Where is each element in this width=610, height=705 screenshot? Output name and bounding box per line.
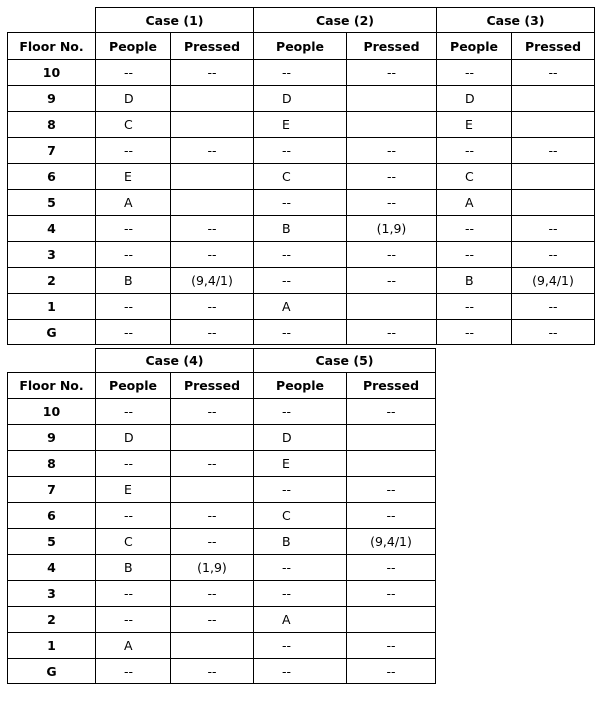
floor-number-cell: 5 — [7, 528, 95, 554]
people-cell: E — [436, 111, 511, 137]
pressed-cell: (9,4/1) — [346, 528, 436, 554]
floor-number-cell: 6 — [7, 502, 95, 528]
pressed-header: Pressed — [346, 372, 436, 398]
floor-number-header: Floor No. — [7, 32, 95, 59]
pressed-cell: (9,4/1) — [170, 267, 253, 293]
people-cell: -- — [95, 606, 170, 632]
floor-number-cell: G — [7, 319, 95, 345]
people-cell: -- — [253, 59, 346, 85]
people-cell: -- — [95, 398, 170, 424]
people-cell: -- — [95, 215, 170, 241]
pressed-header: Pressed — [511, 32, 595, 59]
pressed-cell: -- — [346, 59, 436, 85]
people-cell: -- — [436, 215, 511, 241]
people-cell: B — [436, 267, 511, 293]
pressed-cell: -- — [511, 241, 595, 267]
people-cell: C — [95, 111, 170, 137]
people-cell: D — [436, 85, 511, 111]
pressed-cell — [511, 85, 595, 111]
people-cell: D — [253, 85, 346, 111]
floor-number-cell: 9 — [7, 424, 95, 450]
people-cell: D — [95, 85, 170, 111]
pressed-cell: -- — [511, 137, 595, 163]
people-cell: C — [436, 163, 511, 189]
people-cell: B — [95, 554, 170, 580]
pressed-cell: -- — [346, 658, 436, 684]
floor-number-cell: 4 — [7, 554, 95, 580]
pressed-cell: -- — [346, 163, 436, 189]
case-header: Case (3) — [436, 7, 595, 32]
people-cell: -- — [253, 580, 346, 606]
people-cell: B — [253, 215, 346, 241]
people-cell: -- — [436, 293, 511, 319]
pressed-cell: -- — [346, 319, 436, 345]
case-header: Case (4) — [95, 348, 253, 372]
people-header: People — [95, 372, 170, 398]
people-cell: -- — [95, 658, 170, 684]
corner-blank — [7, 7, 95, 32]
floor-number-cell: 4 — [7, 215, 95, 241]
pressed-cell — [170, 189, 253, 215]
pressed-cell — [346, 424, 436, 450]
people-cell: -- — [95, 450, 170, 476]
people-cell: E — [95, 476, 170, 502]
pressed-cell: -- — [346, 632, 436, 658]
people-header: People — [253, 372, 346, 398]
people-cell: -- — [436, 59, 511, 85]
people-cell: E — [253, 450, 346, 476]
pressed-cell: -- — [511, 59, 595, 85]
floor-number-cell: 6 — [7, 163, 95, 189]
floor-number-cell: 9 — [7, 85, 95, 111]
pressed-cell: -- — [346, 267, 436, 293]
pressed-cell: -- — [346, 476, 436, 502]
people-header: People — [436, 32, 511, 59]
pressed-cell: -- — [346, 189, 436, 215]
pressed-cell: (1,9) — [346, 215, 436, 241]
people-cell: -- — [95, 580, 170, 606]
floor-number-cell: 7 — [7, 137, 95, 163]
pressed-cell — [170, 85, 253, 111]
people-cell: E — [95, 163, 170, 189]
floor-number-cell: 8 — [7, 450, 95, 476]
pressed-cell: -- — [170, 450, 253, 476]
pressed-cell: -- — [170, 59, 253, 85]
people-cell: -- — [253, 267, 346, 293]
pressed-cell — [346, 606, 436, 632]
pressed-cell: -- — [346, 398, 436, 424]
people-cell: -- — [95, 293, 170, 319]
pressed-cell: -- — [170, 606, 253, 632]
floor-number-cell: 2 — [7, 267, 95, 293]
pressed-cell — [346, 293, 436, 319]
pressed-cell: -- — [170, 319, 253, 345]
people-cell: -- — [253, 632, 346, 658]
people-cell: B — [253, 528, 346, 554]
floor-number-cell: 10 — [7, 398, 95, 424]
pressed-cell — [346, 111, 436, 137]
people-cell: -- — [95, 137, 170, 163]
pressed-cell: -- — [170, 580, 253, 606]
pressed-cell — [170, 476, 253, 502]
pressed-cell — [170, 424, 253, 450]
people-cell: -- — [253, 658, 346, 684]
floor-number-cell: 7 — [7, 476, 95, 502]
pressed-cell — [511, 111, 595, 137]
people-cell: -- — [253, 241, 346, 267]
pressed-cell: -- — [170, 293, 253, 319]
pressed-cell: -- — [511, 319, 595, 345]
pressed-cell: -- — [346, 502, 436, 528]
people-cell: -- — [253, 189, 346, 215]
people-cell: C — [253, 163, 346, 189]
pressed-cell: -- — [346, 554, 436, 580]
people-cell: -- — [253, 137, 346, 163]
pressed-cell: -- — [170, 137, 253, 163]
people-cell: B — [95, 267, 170, 293]
people-cell: D — [253, 424, 346, 450]
pressed-cell: -- — [346, 241, 436, 267]
pressed-header: Pressed — [170, 32, 253, 59]
people-cell: -- — [95, 241, 170, 267]
floor-number-cell: G — [7, 658, 95, 684]
pressed-cell — [346, 450, 436, 476]
people-cell: -- — [253, 476, 346, 502]
pressed-cell: -- — [170, 658, 253, 684]
people-cell: -- — [95, 59, 170, 85]
pressed-cell: -- — [511, 215, 595, 241]
floor-number-cell: 3 — [7, 241, 95, 267]
pressed-cell — [511, 163, 595, 189]
people-cell: E — [253, 111, 346, 137]
pressed-header: Pressed — [346, 32, 436, 59]
pressed-cell: -- — [170, 502, 253, 528]
people-header: People — [95, 32, 170, 59]
pressed-cell: -- — [511, 293, 595, 319]
people-cell: D — [95, 424, 170, 450]
people-header: People — [253, 32, 346, 59]
people-cell: -- — [253, 319, 346, 345]
people-cell: A — [95, 189, 170, 215]
people-cell: A — [253, 293, 346, 319]
floor-number-cell: 8 — [7, 111, 95, 137]
pressed-cell: -- — [170, 215, 253, 241]
pressed-cell: -- — [170, 241, 253, 267]
floor-number-cell: 2 — [7, 606, 95, 632]
case-header: Case (1) — [95, 7, 253, 32]
pressed-cell — [170, 163, 253, 189]
people-cell: -- — [436, 319, 511, 345]
floor-number-cell: 1 — [7, 293, 95, 319]
pressed-cell: -- — [346, 580, 436, 606]
people-cell: -- — [253, 398, 346, 424]
pressed-cell: -- — [346, 137, 436, 163]
pressed-cell — [170, 632, 253, 658]
floor-number-header: Floor No. — [7, 372, 95, 398]
people-cell: A — [253, 606, 346, 632]
people-cell: A — [436, 189, 511, 215]
elevator-cases-table-1-3 — [7, 7, 595, 345]
people-cell: -- — [253, 554, 346, 580]
floor-number-cell: 5 — [7, 189, 95, 215]
people-cell: -- — [436, 137, 511, 163]
case-header: Case (5) — [253, 348, 436, 372]
pressed-cell: -- — [170, 398, 253, 424]
pressed-cell — [170, 111, 253, 137]
pressed-cell: (1,9) — [170, 554, 253, 580]
pressed-cell: (9,4/1) — [511, 267, 595, 293]
pressed-cell — [346, 85, 436, 111]
floor-number-cell: 1 — [7, 632, 95, 658]
elevator-cases-table-4-5 — [7, 348, 436, 684]
floor-number-cell: 10 — [7, 59, 95, 85]
case-header: Case (2) — [253, 7, 436, 32]
people-cell: -- — [95, 502, 170, 528]
pressed-cell — [511, 189, 595, 215]
people-cell: A — [95, 632, 170, 658]
corner-blank — [7, 348, 95, 372]
people-cell: -- — [95, 319, 170, 345]
people-cell: -- — [436, 241, 511, 267]
people-cell: C — [253, 502, 346, 528]
pressed-header: Pressed — [170, 372, 253, 398]
pressed-cell: -- — [170, 528, 253, 554]
floor-number-cell: 3 — [7, 580, 95, 606]
people-cell: C — [95, 528, 170, 554]
